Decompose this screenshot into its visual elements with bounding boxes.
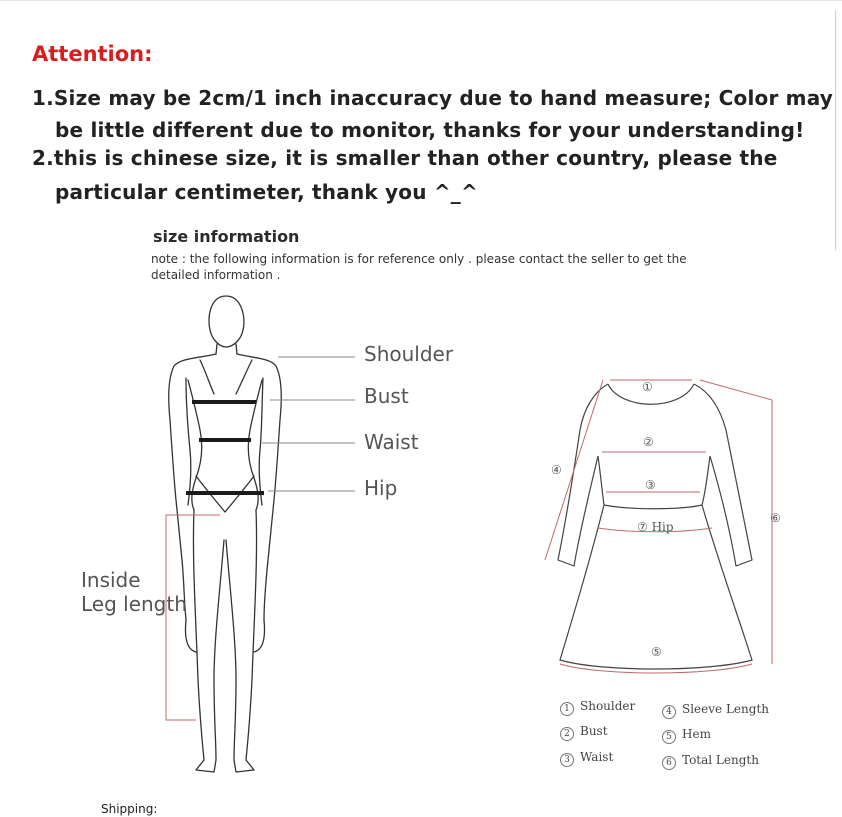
marker-2: ② — [643, 435, 654, 449]
marker-4: ④ — [551, 463, 562, 477]
label-shoulder: Shoulder — [364, 342, 454, 366]
legend-sleeve-length: 4 Sleeve Length — [662, 702, 769, 719]
shipping-heading: Shipping: — [101, 802, 158, 816]
label-inside: Inside — [81, 568, 141, 592]
notice-line-1: 1.Size may be 2cm/1 inch inaccuracy due to hand measure; Color may — [32, 86, 834, 110]
figure-legs — [193, 510, 224, 772]
label-bust: Bust — [364, 384, 409, 408]
attention-heading: Attention: — [32, 42, 153, 66]
figure-head — [209, 296, 244, 347]
marker-1: ① — [642, 380, 653, 394]
notice-line-4: particular centimeter, thank you ^_^ — [55, 180, 478, 204]
legend-number-5: 5 — [662, 730, 676, 744]
marker-3: ③ — [645, 478, 656, 492]
dress-right-sleeve — [694, 384, 752, 566]
notice-line-2: be little different due to monitor, thanks for your understanding! — [55, 118, 805, 142]
legend-total-length: 6 Total Length — [662, 753, 759, 770]
marker-6: ⑥ — [770, 511, 781, 525]
legend-number-1: 1 — [560, 702, 574, 716]
legend-number-6: 6 — [662, 756, 676, 770]
marker-5: ⑤ — [651, 645, 662, 659]
measurement-bands — [186, 402, 264, 493]
figure-torso — [169, 354, 216, 620]
legend-bust: 2 Bust — [560, 724, 608, 741]
legend-waist: 3 Waist — [560, 750, 613, 767]
legend-hem: 5 Hem — [662, 727, 711, 744]
notice-line-3: 2.this is chinese size, it is smaller than other country, please the — [32, 146, 778, 170]
body-figure — [169, 296, 281, 772]
legend-number-4: 4 — [662, 705, 676, 719]
size-information-title: size information — [153, 227, 300, 246]
legend-number-2: 2 — [560, 727, 574, 741]
dress-markers — [551, 380, 781, 659]
label-leg-length: Leg length — [81, 592, 187, 616]
legend-shoulder: 1 Shoulder — [560, 699, 635, 716]
size-information-note: note : the following information is for reference only . please contact the seller to get the detailed information . — [151, 252, 687, 282]
label-hip: Hip — [364, 476, 398, 500]
marker-7: ⑦ Hip — [637, 520, 674, 534]
legend-number-3: 3 — [560, 753, 574, 767]
label-waist: Waist — [364, 430, 419, 454]
